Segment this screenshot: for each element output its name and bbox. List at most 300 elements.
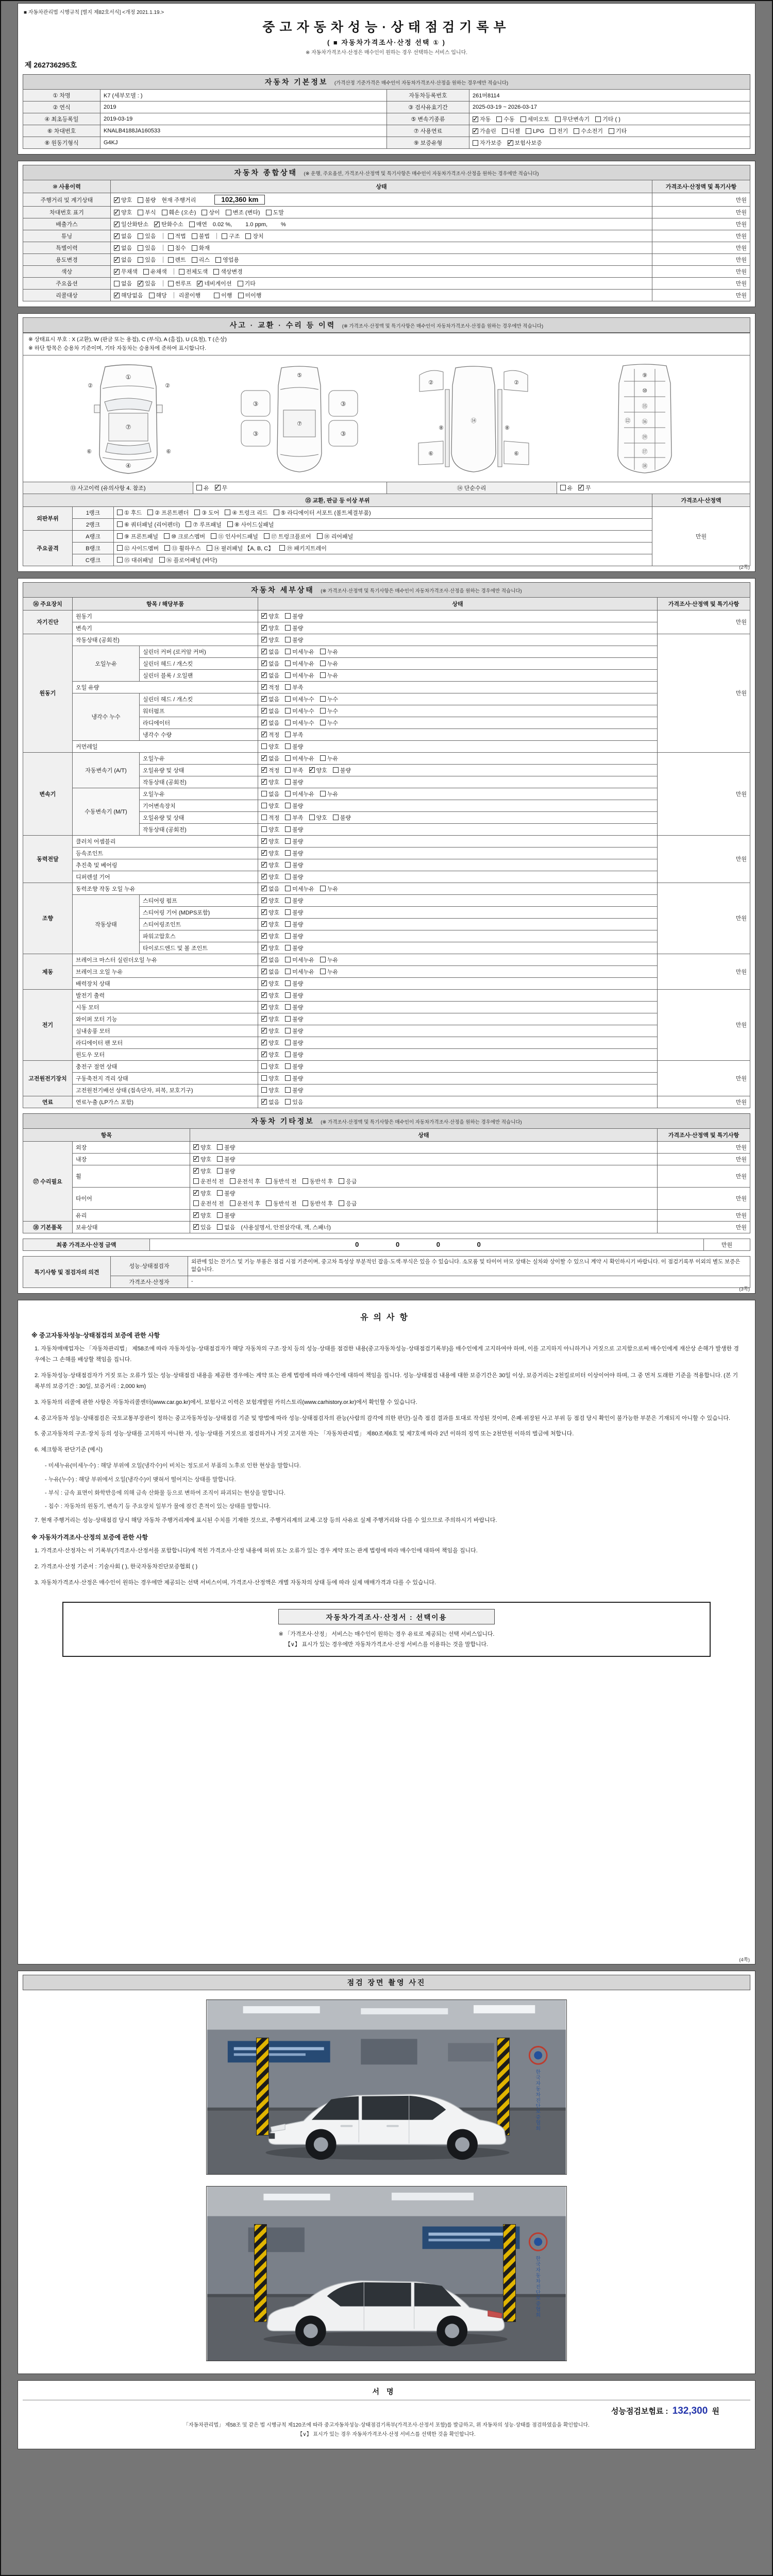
checkbox[interactable] — [285, 897, 291, 903]
checkbox[interactable] — [261, 1040, 267, 1045]
checkbox[interactable] — [117, 510, 123, 515]
checkbox[interactable] — [261, 1063, 267, 1069]
overall-table-body — [23, 193, 750, 301]
overall-note: (※ 운행, 주요옵션, 가격조사·산정액 및 특기사항은 매수인이 자동차가격조사·산정을 원하는 경우에만 적습니다) — [304, 171, 539, 177]
mileage-box: 102,360 km — [214, 195, 265, 205]
checkbox[interactable] — [217, 1144, 223, 1150]
checkbox[interactable] — [261, 862, 267, 868]
checkbox[interactable] — [264, 533, 270, 539]
device-part-label: 스티어링조인트 — [140, 918, 258, 930]
checkbox[interactable] — [147, 510, 153, 515]
checkbox[interactable] — [211, 533, 216, 539]
checkbox[interactable] — [114, 233, 120, 239]
signature-statement-2: 【∨】 표시가 있는 경우 자동차가격조사·산정 서비스를 선택한 것을 확인합니다. — [297, 2432, 476, 2438]
checkbox[interactable] — [339, 1178, 344, 1184]
checkbox[interactable] — [609, 128, 614, 134]
checkbox[interactable] — [261, 992, 267, 998]
device-part-label: 워터펌프 — [140, 705, 258, 717]
notice-item: 3. 자동차의 리콜에 관한 사항은 자동차리콜센터(www.car.go.kr)에서, 보험사고 이력은 보험개발원 카히스토리(www.carhistory.or.kr)에서 확인할 수 있습니다. — [35, 1399, 417, 1405]
checkbox[interactable] — [114, 269, 120, 275]
device-part-label: 실린더 헤드 / 개스킷 — [140, 657, 258, 669]
checkbox[interactable] — [138, 233, 143, 239]
checkbox[interactable] — [261, 969, 267, 974]
checkbox[interactable] — [261, 613, 267, 619]
checkbox[interactable] — [261, 767, 267, 773]
checkbox[interactable] — [285, 945, 291, 951]
checkbox[interactable] — [193, 1212, 199, 1218]
etc-note: (※ 가격조사·산정액 및 특기사항은 매수인이 자동차가격조사·산정을 원하는 경우에만 적습니다) — [321, 1119, 522, 1125]
opinion-row — [23, 1276, 750, 1288]
checkbox[interactable] — [261, 720, 267, 725]
checkbox[interactable] — [285, 1040, 291, 1045]
option — [473, 116, 491, 123]
checkbox[interactable] — [138, 281, 143, 286]
option — [285, 969, 314, 975]
checkbox[interactable] — [285, 921, 291, 927]
checkbox[interactable] — [114, 257, 120, 263]
checkbox[interactable] — [217, 1156, 223, 1162]
checkbox[interactable] — [162, 210, 167, 215]
option-label: 운전석 전 — [200, 1200, 224, 1207]
notice-item: 1. 자동차매매업자는 「자동차관리법」 제58조에 따라 자동차성능·상태점검자가 해당 자동차의 구조·장치 등의 성능·상태를 점검한 내용(중고자동차성능·상태점검기록부)을 매수인에게 고지하여야 하며, 이를 고지하지 아니하거나 거짓으로 고지함으로써 매수인에게 재산상 손해가 발생한 경우에는 그 손해를 배상할 책임을 집니다. — [35, 1346, 739, 1363]
option — [520, 116, 550, 123]
device-part-label: 브레이크 오일 누유 — [73, 965, 258, 977]
checkbox[interactable] — [196, 485, 202, 490]
field-value: 261머8114 — [469, 90, 750, 101]
option-label: 미세누수 — [292, 720, 314, 726]
checkbox[interactable] — [320, 886, 326, 891]
checkbox[interactable] — [508, 140, 513, 146]
checkbox[interactable] — [194, 510, 200, 515]
item-label: 튜닝 — [23, 230, 111, 242]
option-label: 미세누유 — [292, 957, 314, 963]
checkbox[interactable] — [555, 116, 561, 122]
checkbox[interactable] — [261, 1052, 267, 1057]
device-part-label: 등속조인트 — [73, 847, 258, 859]
checkbox[interactable] — [261, 649, 267, 654]
checkbox[interactable] — [261, 897, 267, 903]
checkbox[interactable] — [168, 245, 174, 251]
accident-label: ⑬ 사고이력 (유의사항 4. 참조) — [23, 482, 193, 494]
option — [192, 257, 210, 263]
checkbox[interactable] — [473, 140, 478, 146]
checkbox[interactable] — [496, 116, 502, 122]
checkbox[interactable] — [285, 969, 291, 974]
checkbox[interactable] — [279, 545, 285, 551]
device-group-label: ⑱ 기본품목 — [23, 1221, 73, 1233]
checkbox[interactable] — [595, 116, 601, 122]
device-status — [190, 1153, 658, 1165]
checkbox[interactable] — [114, 222, 120, 227]
price-cell: 만원 — [658, 835, 750, 883]
option-label: 불량 — [340, 767, 351, 774]
rank-parts-head — [23, 494, 750, 506]
checkbox[interactable] — [261, 815, 267, 820]
checkbox[interactable] — [261, 945, 267, 951]
photos-section-header — [23, 1975, 750, 1990]
column-header: ⑯ 주요장치 — [23, 597, 73, 610]
checkbox[interactable] — [333, 767, 339, 773]
checkbox[interactable] — [303, 1178, 308, 1184]
option — [168, 257, 186, 263]
checkbox[interactable] — [285, 791, 291, 796]
checkbox[interactable] — [261, 625, 267, 631]
checkbox[interactable] — [186, 521, 191, 527]
checkbox[interactable] — [285, 1075, 291, 1081]
checkbox[interactable] — [225, 510, 230, 515]
device-row — [23, 1084, 750, 1096]
checkbox[interactable] — [159, 557, 165, 563]
checkbox[interactable] — [226, 210, 231, 215]
checkbox[interactable] — [238, 293, 244, 298]
checkbox[interactable] — [217, 1224, 223, 1230]
item-status — [111, 242, 652, 254]
checkbox[interactable] — [261, 980, 267, 986]
option-label: 양호 — [268, 1016, 280, 1023]
checkbox[interactable] — [261, 1016, 267, 1022]
checkbox[interactable] — [261, 803, 267, 808]
device-row — [23, 1221, 750, 1233]
checkbox[interactable] — [285, 1099, 291, 1105]
checkbox[interactable] — [502, 128, 508, 134]
page-marker-3: (3쪽) — [739, 1286, 750, 1293]
checkbox[interactable] — [285, 625, 291, 631]
field-label: ③ 검사유효기간 — [387, 101, 469, 113]
checkbox[interactable] — [193, 1224, 199, 1230]
option-label: 부족 — [292, 815, 304, 821]
checkbox[interactable] — [578, 485, 584, 490]
checkbox[interactable] — [222, 233, 227, 239]
checkbox[interactable] — [285, 1004, 291, 1010]
option — [114, 293, 143, 299]
option-label: 불량 — [292, 826, 304, 833]
device-part-label: 외장 — [73, 1141, 190, 1153]
checkbox[interactable] — [261, 672, 267, 678]
device-part-label: 실린더 커버 (로커암 커버) — [140, 646, 258, 657]
checkbox[interactable] — [261, 779, 267, 785]
checkbox[interactable] — [285, 779, 291, 785]
checkbox[interactable] — [320, 649, 326, 654]
checkbox[interactable] — [213, 269, 219, 275]
checkbox[interactable] — [285, 660, 291, 666]
checkbox[interactable] — [320, 755, 326, 761]
option-label: 불량 — [224, 1212, 236, 1219]
checkbox[interactable] — [261, 886, 267, 891]
checkbox[interactable] — [138, 257, 143, 263]
checkbox[interactable] — [261, 874, 267, 879]
history-note: (※ 가격조사·산정액 및 특기사항은 매수인이 자동차가격조사·산정을 원하는 경우에만 적습니다) — [342, 324, 544, 329]
signature-statement-1: 「자동차관리법」 제58조 및 같은 법 시행규칙 제120조에 따라 중고자동차성능·상태점검기록부(가격조사·산정서 포함)를 발급하고, 위 자동차의 성능·상태를 점검하였음을 확인합니다. — [183, 2422, 590, 2429]
option-label: 있음 — [200, 1224, 212, 1231]
option — [502, 128, 520, 134]
checkbox[interactable] — [285, 826, 291, 832]
checkbox[interactable] — [285, 957, 291, 962]
checkbox[interactable] — [207, 545, 212, 551]
checkbox[interactable] — [285, 684, 291, 690]
svg-text:①: ① — [125, 373, 131, 381]
checkbox[interactable] — [261, 1028, 267, 1033]
checkbox[interactable] — [193, 1190, 199, 1196]
checkbox[interactable] — [114, 281, 120, 286]
checkbox[interactable] — [261, 1087, 267, 1093]
checkbox[interactable] — [193, 1168, 199, 1174]
checkbox[interactable] — [197, 281, 203, 286]
checkbox[interactable] — [266, 1178, 272, 1184]
checkbox[interactable] — [285, 755, 291, 761]
checkbox[interactable] — [317, 533, 323, 539]
device-part-label: 유리 — [73, 1209, 190, 1221]
checkbox[interactable] — [285, 637, 291, 642]
checkbox[interactable] — [193, 1178, 199, 1184]
checkbox[interactable] — [320, 672, 326, 678]
checkbox[interactable] — [473, 128, 478, 134]
option-label: 없음 — [224, 1224, 236, 1231]
checkbox[interactable] — [189, 222, 195, 227]
panel-part: ⑮ 대쉬패널 — [117, 557, 154, 564]
checkbox[interactable] — [261, 838, 267, 844]
checkbox[interactable] — [285, 649, 291, 654]
checkbox[interactable] — [217, 1212, 223, 1218]
checkbox[interactable] — [285, 720, 291, 725]
checkbox[interactable] — [227, 521, 233, 527]
checkbox[interactable] — [285, 613, 291, 619]
device-part-label: 오일 유량 — [73, 681, 258, 693]
checkbox[interactable] — [285, 815, 291, 820]
checkbox[interactable] — [117, 521, 123, 527]
checkbox[interactable] — [261, 850, 267, 856]
checkbox[interactable] — [164, 545, 170, 551]
checkbox[interactable] — [261, 1075, 267, 1081]
option — [261, 1016, 279, 1023]
checkbox[interactable] — [117, 557, 123, 563]
rank-group-label: 주요골격 — [23, 530, 73, 566]
option — [574, 128, 603, 134]
option-label: 양호 — [268, 909, 280, 916]
checkbox[interactable] — [154, 222, 160, 227]
checkbox[interactable] — [245, 233, 251, 239]
checkbox[interactable] — [114, 293, 120, 298]
svg-text:③: ③ — [253, 400, 259, 408]
checkbox[interactable] — [320, 720, 326, 725]
checkbox[interactable] — [138, 210, 143, 215]
checkbox[interactable] — [550, 128, 556, 134]
option-label: 불량 — [340, 815, 351, 821]
checkbox[interactable] — [149, 293, 155, 298]
option-label: 해당없음 — [121, 293, 143, 299]
checkbox[interactable] — [520, 116, 526, 122]
checkbox[interactable] — [117, 533, 123, 539]
checkbox[interactable] — [138, 197, 143, 203]
checkbox[interactable] — [217, 1190, 223, 1196]
checkbox[interactable] — [230, 1178, 236, 1184]
checkbox[interactable] — [114, 197, 120, 203]
checkbox[interactable] — [238, 281, 243, 286]
checkbox[interactable] — [214, 293, 220, 298]
option — [285, 720, 314, 726]
divider — [216, 233, 217, 239]
checkbox[interactable] — [285, 1087, 291, 1093]
checkbox[interactable] — [266, 210, 272, 215]
checkbox[interactable] — [285, 672, 291, 678]
field-label: ⑦ 사용연료 — [387, 125, 469, 137]
checkbox[interactable] — [285, 743, 291, 749]
option-label: 색상변경 — [221, 269, 243, 275]
option — [261, 744, 279, 750]
checkbox[interactable] — [285, 992, 291, 998]
checkbox[interactable] — [261, 921, 267, 927]
rank-label: C랭크 — [73, 554, 114, 566]
checkbox[interactable] — [192, 245, 197, 251]
option-label: 불량 — [292, 613, 304, 620]
svg-text:⑱: ⑱ — [642, 463, 648, 469]
checkbox[interactable] — [526, 128, 531, 134]
option — [285, 791, 314, 798]
svg-text:③: ③ — [340, 400, 346, 408]
option-label: 양호 — [200, 1144, 212, 1151]
checkbox[interactable] — [261, 660, 267, 666]
price-service-line: 【∨】 표시가 있는 경우에만 자동차가격조사·산정 서비스를 이용하는 것을 말합니다. — [285, 1641, 488, 1648]
checkbox[interactable] — [230, 1200, 236, 1206]
option-label: 양호 — [268, 637, 280, 643]
checkbox[interactable] — [261, 933, 267, 939]
opinion-left-label: 특기사항 및 점검자의 의견 — [23, 1256, 111, 1288]
checkbox[interactable] — [117, 545, 123, 551]
checkbox[interactable] — [261, 696, 267, 702]
checkbox[interactable] — [309, 767, 315, 773]
device-status — [258, 681, 658, 693]
device-row — [23, 1072, 750, 1084]
checkbox[interactable] — [215, 485, 221, 490]
basic-info-row — [23, 137, 750, 149]
overall-row — [23, 278, 750, 290]
checkbox[interactable] — [193, 1156, 199, 1162]
checkbox[interactable] — [193, 1144, 199, 1150]
checkbox[interactable] — [261, 708, 267, 714]
checkbox[interactable] — [285, 886, 291, 891]
checkbox[interactable] — [193, 1200, 199, 1206]
checkbox[interactable] — [168, 281, 174, 286]
checkbox[interactable] — [261, 957, 267, 962]
checkbox[interactable] — [261, 755, 267, 761]
device-status — [258, 859, 658, 871]
checkbox[interactable] — [274, 510, 279, 515]
checkbox[interactable] — [285, 803, 291, 808]
checkbox[interactable] — [261, 1004, 267, 1010]
checkbox[interactable] — [261, 826, 267, 832]
checkbox[interactable] — [473, 116, 478, 122]
simple-repair-options — [557, 482, 750, 494]
checkbox[interactable] — [560, 485, 566, 490]
status-extra: (사용설명서, 안전삼각대, 잭, 스패너) — [241, 1224, 331, 1231]
checkbox[interactable] — [261, 743, 267, 749]
checkbox[interactable] — [114, 210, 120, 215]
checkbox[interactable] — [285, 838, 291, 844]
checkbox[interactable] — [168, 257, 174, 263]
checkbox[interactable] — [261, 909, 267, 915]
checkbox[interactable] — [285, 1052, 291, 1057]
checkbox[interactable] — [164, 533, 170, 539]
checkbox[interactable] — [285, 980, 291, 986]
basic-info-note: (가격산정 기준가격은 매수인이 자동차가격조사·산정을 원하는 경우에만 적습니다) — [334, 80, 509, 86]
option-label: 미세누유 — [292, 660, 314, 667]
overall-condition-table — [23, 180, 750, 301]
checkbox[interactable] — [309, 815, 315, 820]
option-label: 있음 — [145, 281, 156, 287]
checkbox[interactable] — [320, 957, 326, 962]
basic-info-table-body — [23, 90, 750, 149]
checkbox[interactable] — [261, 637, 267, 642]
option-label: 불량 — [292, 992, 304, 999]
checkbox[interactable] — [574, 128, 579, 134]
position-options — [193, 1177, 654, 1185]
checkbox[interactable] — [138, 245, 143, 251]
checkbox[interactable] — [333, 815, 339, 820]
field-value: 2019-03-19 — [100, 113, 387, 125]
option-label: 불량 — [292, 637, 304, 643]
checkbox[interactable] — [217, 1168, 223, 1174]
checkbox[interactable] — [285, 850, 291, 856]
panel-part: ⑭ 필러패널 【A, B, C】 — [207, 546, 274, 552]
checkbox[interactable] — [266, 1200, 272, 1206]
checkbox[interactable] — [285, 862, 291, 868]
option — [339, 1179, 357, 1185]
checkbox[interactable] — [215, 257, 221, 263]
checkbox[interactable] — [339, 1200, 344, 1206]
svg-text:⑤: ⑤ — [297, 372, 303, 379]
option-label: 양호 — [268, 850, 280, 857]
checkbox[interactable] — [320, 791, 326, 796]
checkbox[interactable] — [143, 269, 149, 275]
checkbox[interactable] — [285, 767, 291, 773]
checkbox[interactable] — [285, 874, 291, 879]
checkbox[interactable] — [168, 233, 174, 239]
checkbox[interactable] — [320, 969, 326, 974]
checkbox[interactable] — [261, 732, 267, 737]
device-mid-label: 자동변속기 (A/T) — [73, 752, 140, 788]
checkbox[interactable] — [320, 696, 326, 702]
price-cell: 만원 — [658, 1187, 750, 1209]
checkbox[interactable] — [285, 1028, 291, 1033]
checkbox[interactable] — [179, 269, 184, 275]
checkbox[interactable] — [285, 1063, 291, 1069]
checkbox[interactable] — [285, 909, 291, 915]
option-label: 상이 — [209, 210, 220, 216]
checkbox[interactable] — [285, 732, 291, 737]
checkbox[interactable] — [285, 708, 291, 714]
checkbox[interactable] — [285, 696, 291, 702]
detail-condition-panel — [18, 578, 755, 1294]
checkbox[interactable] — [320, 660, 326, 666]
notice-item: 6. 체크항목 판단기준 (예시) — [35, 1447, 103, 1453]
checkbox[interactable] — [261, 1099, 267, 1105]
option — [261, 673, 279, 679]
device-status — [258, 764, 658, 776]
checkbox[interactable] — [261, 684, 267, 690]
option-label: 수소전기 — [581, 128, 603, 134]
checkbox[interactable] — [285, 1016, 291, 1022]
checkbox[interactable] — [192, 233, 197, 239]
overall-table-head — [23, 180, 750, 193]
checkbox[interactable] — [303, 1200, 308, 1206]
checkbox[interactable] — [192, 257, 197, 263]
overall-section-header — [23, 165, 750, 180]
checkbox[interactable] — [201, 210, 207, 215]
checkbox[interactable] — [261, 791, 267, 796]
checkbox[interactable] — [320, 708, 326, 714]
checkbox[interactable] — [285, 933, 291, 939]
option-label: 없음 — [268, 720, 280, 726]
checkbox[interactable] — [114, 245, 120, 251]
